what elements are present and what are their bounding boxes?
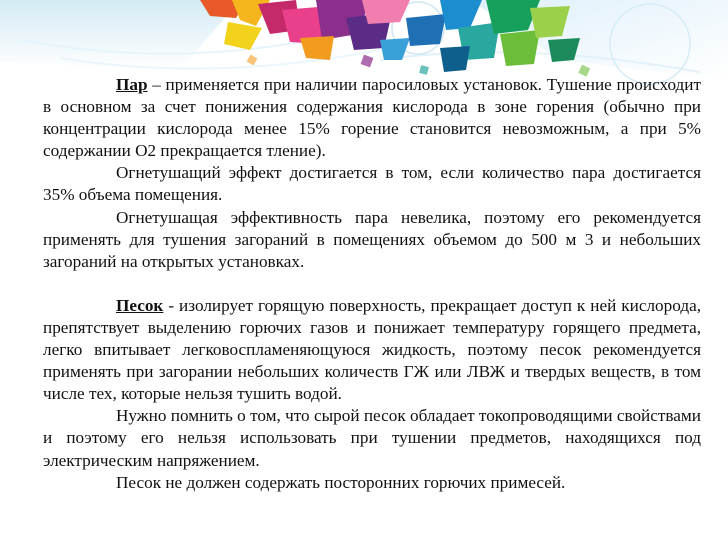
sand-paragraph-3: Песок не должен содержать посторонних горючих примесей. [116,472,566,492]
term-sand: Песок [116,295,164,315]
steam-paragraph-2: Огнетушащий эффект достигается в том, если количество пара достигается 35% объема помещения. [43,163,701,205]
steam-paragraph-3: Огнетушащая эффективность пара невелика, поэтому его рекомендуется применять для тушения загораний в помещениях объемом до 500 м 3 и небольших загораний на открытых установках. [43,207,701,271]
sand-paragraph-2: Нужно помнить о том, что сырой песок обладает токопроводящими свойствами и поэтому его нельзя использовать при тушении предметов, находящихся под электрическим напряжением. [43,406,701,470]
sand-p1-text: - изолирует горящую поверхность, прекращает доступ к ней кислорода, препятствует выделению горючих газов и понижает температуру горящего предмета, легко впитывает легковоспламеняющуюся жидкость, поэтому песок рекомендуется применять при загорании небольших количеств ГЖ или ЛВЖ и твердых веществ, в том числе тех, которые нельзя тушить водой. [43,295,701,404]
sand-paragraph-1 [43,295,701,405]
term-steam: Пар [116,75,148,94]
steam-paragraph-1 [43,74,701,162]
steam-p1-text: – применяется при наличии паросиловых установок. Тушение происходит в основном за счет понижения содержания кислорода в зоне горения (обычно при концентрации кислорода менее 15% горение становится невозможным, а при 5% содержании О2 прекращается тление). [43,75,701,161]
body-text [43,74,701,494]
